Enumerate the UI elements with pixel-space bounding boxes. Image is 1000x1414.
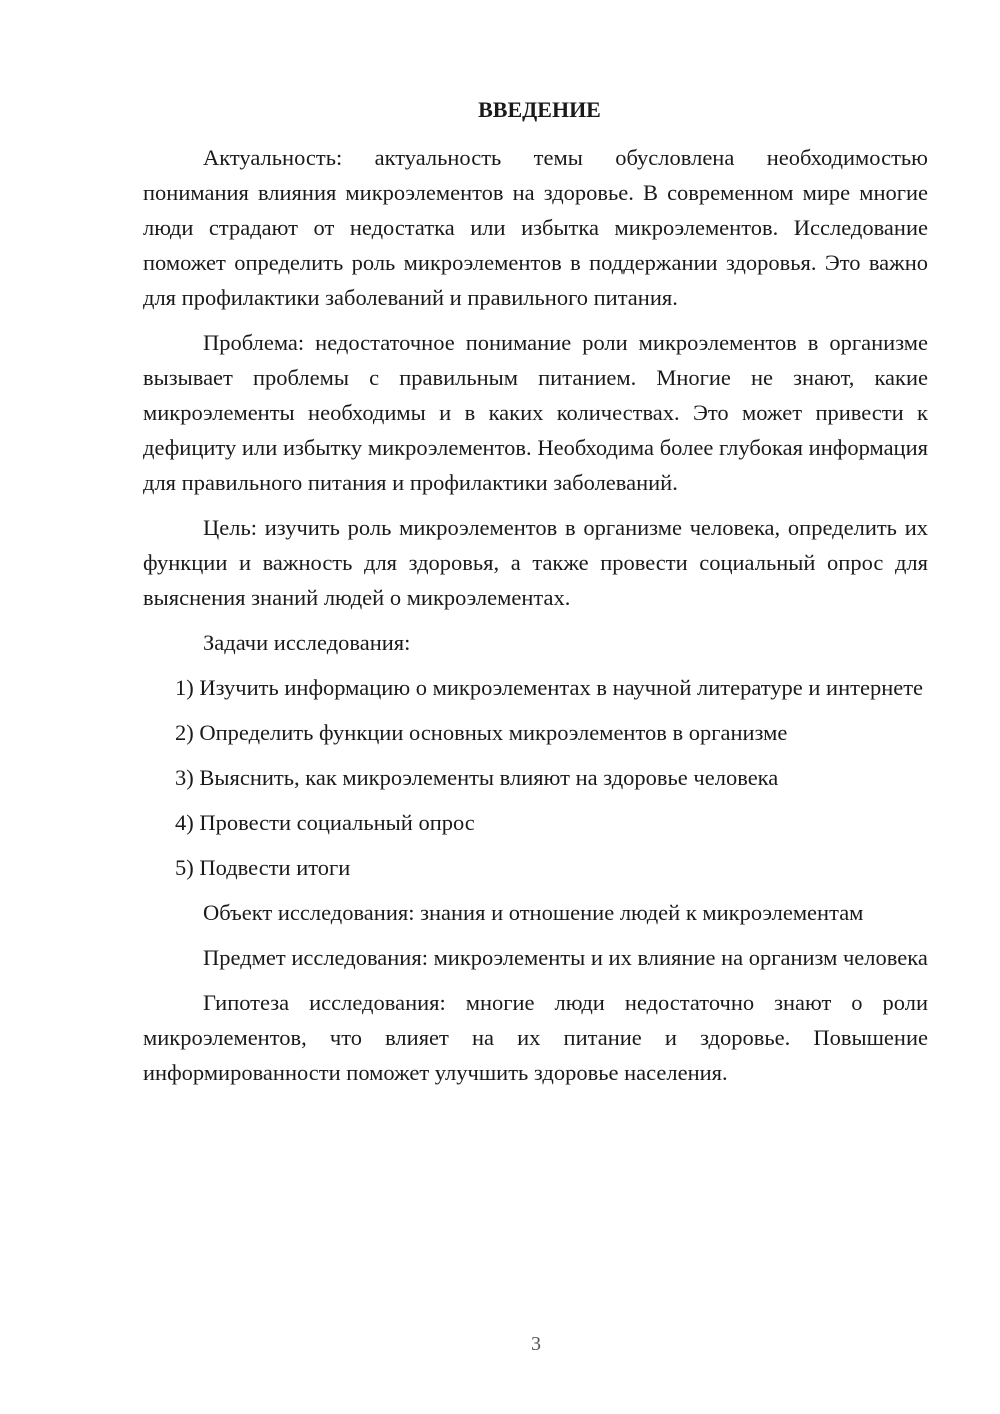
task-item-4: 4) Провести социальный опрос <box>175 810 475 835</box>
task-item-3: 3) Выяснить, как микроэлементы влияют на здоровье человека <box>175 765 779 790</box>
task-item-2: 2) Определить функции основных микроэлементов в организме <box>175 720 788 745</box>
page-number: 3 <box>531 1333 541 1355</box>
object-paragraph: Объект исследования: знания и отношение людей к микроэлементам <box>203 900 864 925</box>
page-content <box>143 92 928 1100</box>
goal-paragraph: Цель: изучить роль микроэлементов в организме человека, определить их функции и важность для здоровья, а также провести социальный опрос для выяснения знаний людей о микроэлементах. <box>143 515 928 610</box>
hypothesis-paragraph: Гипотеза исследования: многие люди недостаточно знают о роли микроэлементов, что влияет на их питание и здоровье. Повышение информированности поможет улучшить здоровье населения. <box>143 990 928 1085</box>
problem-paragraph: Проблема: недостаточное понимание роли микроэлементов в организме вызывает проблемы с правильным питанием. Многие не знают, какие микроэлементы необходимы и в каких количествах. Это может привести к дефициту или избытку микроэлементов. Необходима более глубокая информация для правильного питания и профилактики заболеваний. <box>143 330 928 495</box>
relevance-paragraph: Актуальность: актуальность темы обусловлена необходимостью понимания влияния микроэлементов на здоровье. В современном мире многие люди страдают от недостатка или избытка микроэлементов. Исследование поможет определить роль микроэлементов в поддержании здоровья. Это важно для профилактики заболеваний и правильного питания. <box>143 145 928 310</box>
task-item-5: 5) Подвести итоги <box>175 855 351 880</box>
tasks-heading: Задачи исследования: <box>203 630 411 655</box>
task-item-1: 1) Изучить информацию о микроэлементах в научной литературе и интернете <box>175 675 924 700</box>
section-title: ВВЕДЕНИЕ <box>478 97 601 122</box>
subject-paragraph: Предмет исследования: микроэлементы и их влияние на организм человека <box>203 945 928 970</box>
